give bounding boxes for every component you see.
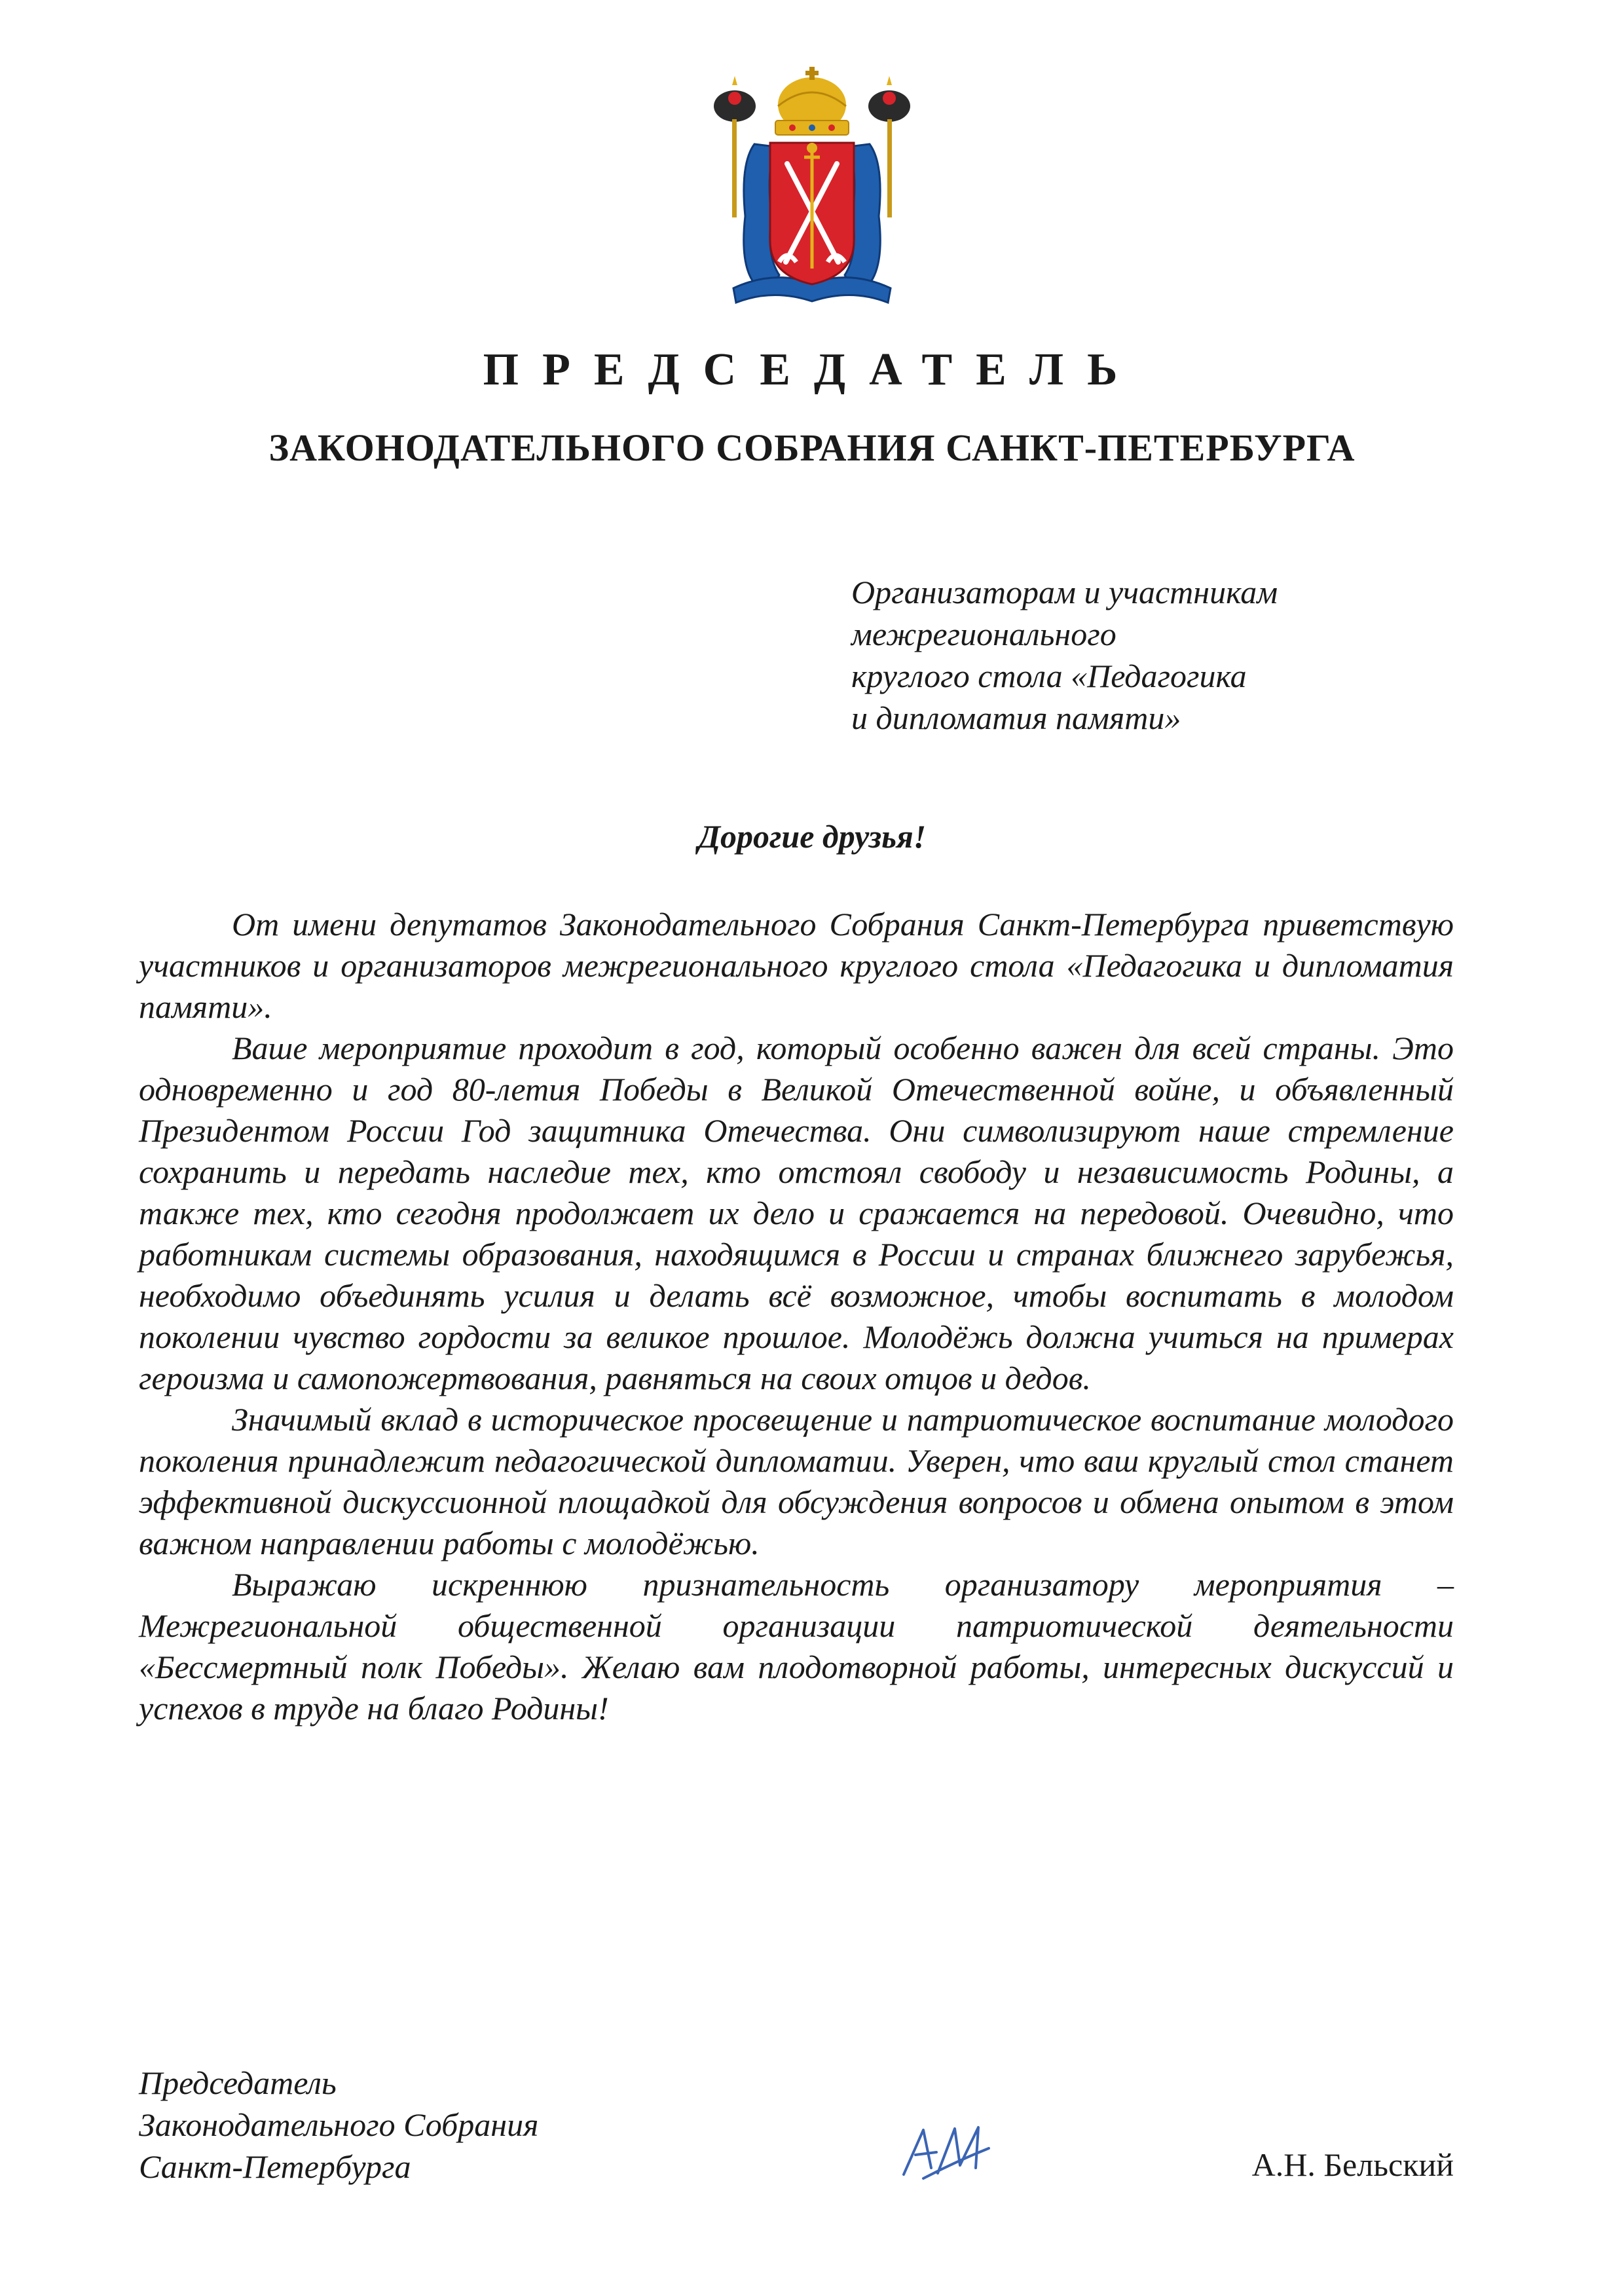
body-paragraph: Ваше мероприятие проходит в год, который особенно важен для всей страны. Это одновременно и год 80-летия Победы в Великой Отечественной войне, и объявленный Президентом России Год защитника Отечества. Они символизируют наше стремление сохранить и передать наследие тех, кто отстоял свободу и независимость Родины, а также тех, кто сегодня продолжает их дело и сражается на передовой. Очевидно, что работникам системы образования, находящимся в России и странах ближнего зарубежья, необходимо объединять усилия и делать всё возможное, чтобы воспитать в молодом поколении чувство гордости за великое прошлое. Молодёжь должна учиться на примерах героизма и самопожертвования, равняться на своих отцов и дедов.: [139, 1030, 1454, 1396]
page-subtitle: ЗАКОНОДАТЕЛЬНОГО СОБРАНИЯ САНКТ-ПЕТЕРБУРГА: [268, 426, 1356, 469]
body-paragraph: Значимый вклад в историческое просвещение и патриотическое воспитание молодого поколения принадлежит педагогической дипломатии. Уверен, что ваш круглый стол станет эффективной дискуссионной площадкой для обсуждения вопросов и обмена опытом в этом важном направлении работы с молодёжью.: [139, 1401, 1454, 1561]
signer-position-line: Санкт-Петербурга: [139, 2148, 411, 2185]
crown-icon: [775, 67, 849, 135]
letter-body: [139, 904, 1454, 1729]
signer-name: А.Н. Бельский: [1251, 2146, 1454, 2183]
handwritten-signature: [897, 2122, 995, 2181]
shield-icon: [770, 143, 854, 284]
addressee-line: круглого стола «Педагогика: [851, 658, 1247, 694]
addressee-line: Организаторам и участникам: [851, 574, 1278, 610]
salutation: Дорогие друзья!: [697, 818, 927, 855]
signer-position: [139, 2062, 728, 2188]
addressee-line: и дипломатия памяти»: [851, 700, 1181, 736]
signer-position-line: Председатель: [139, 2064, 337, 2101]
addressee-block: [851, 571, 1441, 739]
body-paragraph: Выражаю искреннюю признательность организатору мероприятия – Межрегиональной общественной организации патриотической деятельности «Бессмертный полк Победы». Желаю вам плодотворной работы, интересных дискуссий и успехов в труде на благо Родины!: [139, 1566, 1454, 1726]
body-paragraph: От имени депутатов Законодательного Собрания Санкт-Петербурга приветствую участников и организаторов межрегионального круглого стола «Педагогика и дипломатия памяти».: [139, 906, 1454, 1025]
signer-position-line: Законодательного Собрания: [139, 2106, 539, 2143]
addressee-line: межрегионального: [851, 616, 1116, 652]
coat-of-arms-emblem: [694, 65, 930, 321]
page-title: ПРЕДСЕДАТЕЛЬ: [483, 345, 1141, 395]
